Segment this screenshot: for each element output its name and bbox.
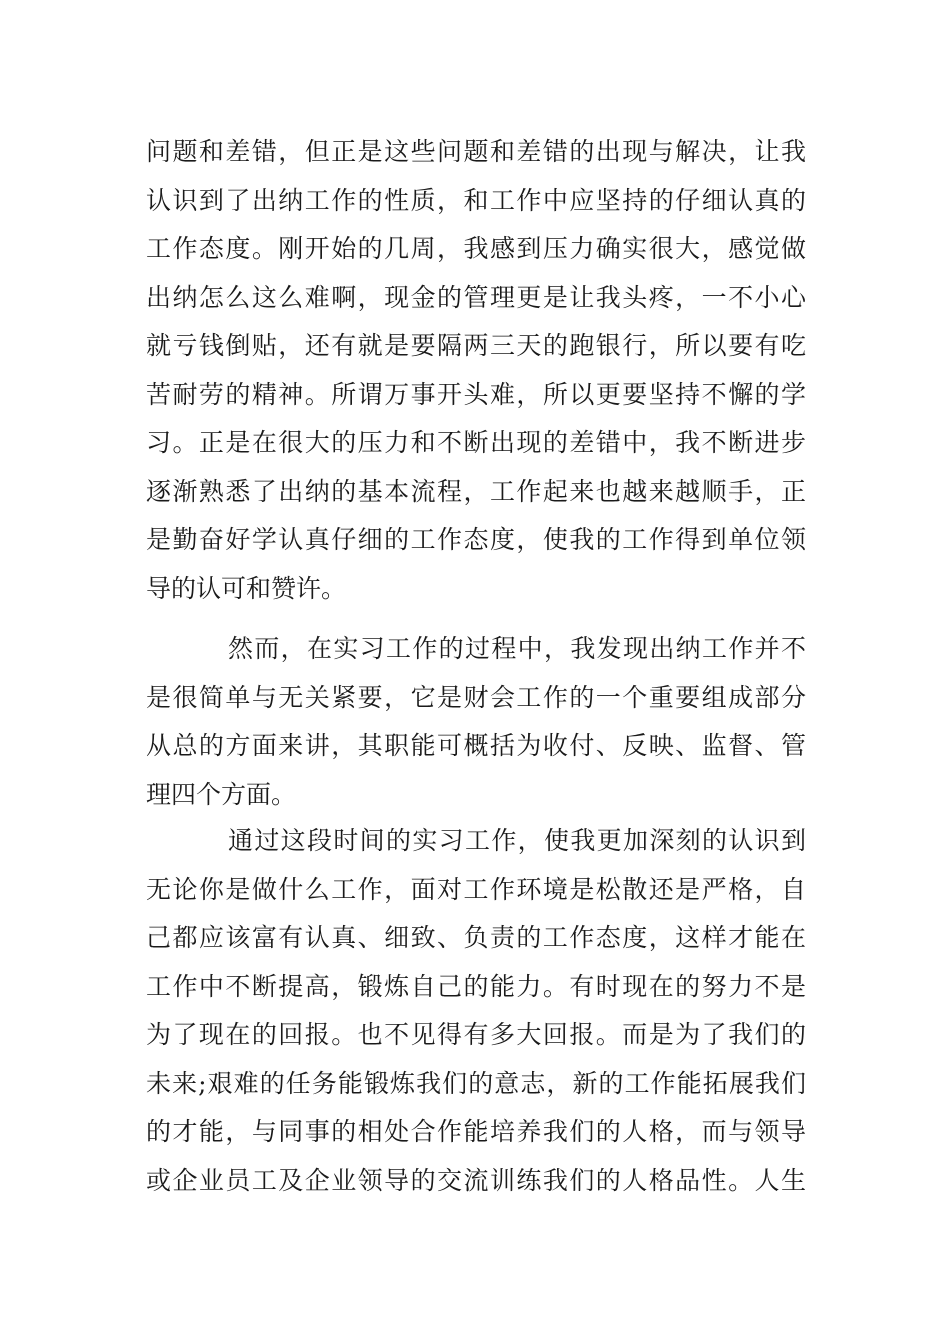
text-line: 或企业员工及企业领导的交流训练我们的人格品性。人生 xyxy=(146,1165,806,1195)
paragraph-1 xyxy=(146,128,806,613)
text-line: 未来;艰难的任务能锻炼我们的意志，新的工作能拓展我们 xyxy=(146,1068,806,1098)
paragraph-3 xyxy=(146,817,806,1205)
text-line: 工作中不断提高，锻炼自己的能力。有时现在的努力不是 xyxy=(146,971,806,1001)
text-line: 导的认可和赞许。 xyxy=(146,573,347,603)
text-line: 出纳怎么这么难啊，现金的管理更是让我头疼，一不小心 xyxy=(146,282,806,312)
paragraph-2 xyxy=(146,625,806,819)
text-line: 就亏钱倒贴，还有就是要隔两三天的跑银行，所以要有吃 xyxy=(146,331,806,360)
text-line: 问题和差错，但正是这些问题和差错的出现与解决，让我 xyxy=(146,137,806,166)
text-line: 工作态度。刚开始的几周，我感到压力确实很大，感觉做 xyxy=(146,234,806,263)
text-line: 然而，在实习工作的过程中，我发现出纳工作并不 xyxy=(228,634,806,663)
text-line: 无论你是做什么工作，面对工作环境是松散还是严格，自 xyxy=(146,874,806,904)
text-line: 习。正是在很大的压力和不断出现的差错中，我不断进步 xyxy=(146,428,806,457)
text-line: 是勤奋好学认真仔细的工作态度，使我的工作得到单位领 xyxy=(146,525,806,554)
text-line: 为了现在的回报。也不见得有多大回报。而是为了我们的 xyxy=(146,1020,806,1049)
text-line: 理四个方面。 xyxy=(146,779,297,809)
text-line: 是很简单与无关紧要，它是财会工作的一个重要组成部分 xyxy=(146,682,806,712)
text-line: 通过这段时间的实习工作，使我更加深刻的认识到 xyxy=(228,826,806,855)
text-line: 的才能，与同事的相处合作能培养我们的人格，而与领导 xyxy=(146,1117,806,1146)
text-line: 认识到了出纳工作的性质，和工作中应坚持的仔细认真的 xyxy=(146,185,806,215)
text-line: 苦耐劳的精神。所谓万事开头难，所以更要坚持不懈的学 xyxy=(146,379,806,409)
text-line: 逐渐熟悉了出纳的基本流程，工作起来也越来越顺手，正 xyxy=(146,476,806,506)
text-line: 己都应该富有认真、细致、负责的工作态度，这样才能在 xyxy=(146,923,806,952)
text-line: 从总的方面来讲，其职能可概括为收付、反映、监督、管 xyxy=(146,731,806,760)
